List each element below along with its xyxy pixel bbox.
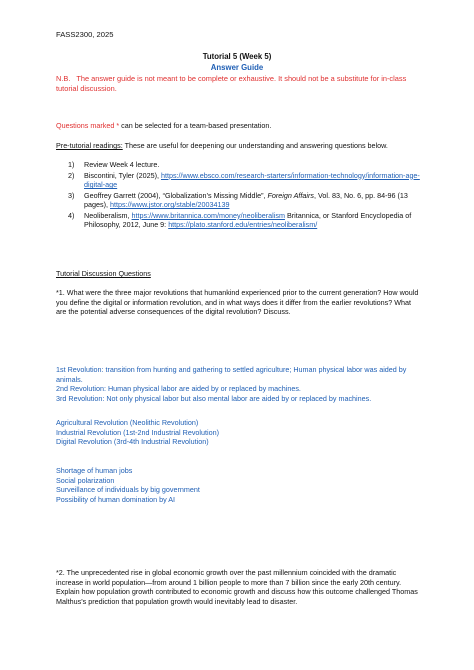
answer-revolutions (56, 365, 422, 403)
questions-marked-line (56, 121, 422, 131)
disclaimer-note (56, 74, 428, 94)
discussion-heading: Tutorial Discussion Questions (56, 269, 151, 278)
consequence-item: Social polarization (56, 475, 115, 485)
revolution-line: 1st Revolution: transition from hunting and gathering to settled agriculture; Human physical labor was aided by animals. (56, 365, 407, 384)
reading-link[interactable]: https://www.britannica.com/money/neoliberalism (131, 210, 285, 220)
answer-revolution-names (56, 418, 422, 447)
questions-marked-text: can be selected for a team-based presentation. (121, 121, 272, 130)
readings-list (66, 160, 426, 231)
consequence-item: Surveillance of individuals by big government (56, 485, 200, 494)
pre-readings-intro (56, 141, 422, 151)
pre-readings-text: These are useful for deepening our understanding and answering questions below. (122, 141, 388, 150)
revolution-line: 3rd Revolution: Not only physical labor but also mental labor are aided by or replaced by machines. (56, 393, 372, 403)
reading-item: 1) Review Week 4 lecture. (68, 160, 160, 169)
reading-link[interactable]: https://plato.stanford.edu/entries/neoliberalism/ (168, 220, 318, 229)
consequence-item: Possibility of human domination by AI (56, 494, 176, 504)
consequence-item: Shortage of human jobs (56, 466, 133, 475)
revolution-name: Digital Revolution (3rd-4th Industrial Revolution) (56, 437, 209, 446)
revolution-line: 2nd Revolution: Human physical labor are aided by or replaced by machines. (56, 384, 301, 393)
question-1: *1. What were the three major revolutions that humankind experienced prior to the current generation? How would you define the digital or information revolution, and in what ways does it differ from the earlier revolutions? What are the potential adverse consequences of the digital revolution? Discuss. (56, 288, 419, 316)
answer-consequences (56, 466, 422, 504)
revolution-name: Agricultural Revolution (Neolithic Revolution) (56, 418, 199, 427)
course-code: FASS2300, 2025 (56, 30, 114, 39)
revolution-name: Industrial Revolution (1st-2nd Industrial Revolution) (56, 427, 219, 437)
note-text: The answer guide is not meant to be complete or exhaustive. It should not be a substitute for in-class tutorial discussion. (56, 74, 407, 93)
page-subtitle: Answer Guide (210, 63, 264, 72)
reading-link[interactable]: https://www.jstor.org/stable/20034139 (109, 200, 230, 209)
note-prefix: N.B. (56, 74, 71, 83)
questions-marked-label: Questions marked * (56, 121, 122, 130)
reading-link[interactable]: https://www.ebsco.com/research-starters/information-technology/information-age-digital-age (84, 170, 420, 189)
pre-readings-label: Pre-tutorial readings: (56, 141, 123, 150)
page-title: Tutorial 5 (Week 5) (202, 52, 272, 61)
reading-item: 3) Geoffrey Garrett (2004), “Globalization’s Missing Middle”, Foreign Affairs, Vol. 83, No. 6, pp. 84-96 (13 pages), https://www.jstor.org/stable/20034139 (68, 190, 408, 209)
reading-item: 4) Neoliberalism, https://www.britannica.com/money/neoliberalism Britannica, or Stanford Encyclopedia of Philosophy, 2012, June 9: https://plato.stanford.edu/entries/neoliberalism/ (68, 210, 412, 229)
question-2: *2. The unprecedented rise in global economic growth over the past millennium coincided with the dramatic increase in world population—from around 1 billion people to more than 7 billion since the early 20th century. Explain how population growth contributed to economic growth and discuss how this outcome challenged Thomas Malthus’s prediction that population growth would inevitably lead to disaster. (56, 568, 418, 606)
reading-item: 2) Biscontini, Tyler (2025), https://www.ebsco.com/research-starters/information-technology/information-age-digital-age (68, 170, 420, 189)
